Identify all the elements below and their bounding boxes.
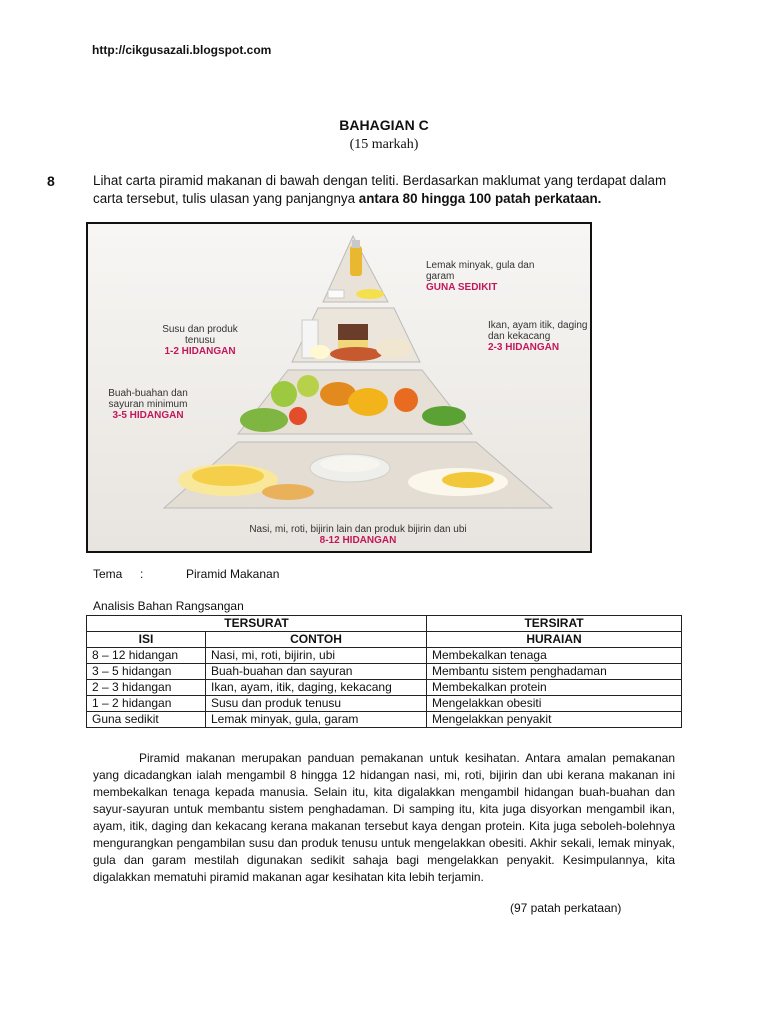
word-count: (97 patah perkataan) xyxy=(510,901,622,915)
tema-colon: : xyxy=(140,567,144,581)
pyramid-label-fruit-servings: 3-5 HIDANGAN xyxy=(112,410,184,421)
table-cell: 8 – 12 hidangan xyxy=(87,648,206,664)
tema-value: Piramid Makanan xyxy=(186,567,280,581)
column-header-huraian: HURAIAN xyxy=(427,632,682,648)
table-cell: Nasi, mi, roti, bijirin, ubi xyxy=(206,648,427,664)
pyramid-label-grains-servings: 8-12 HIDANGAN xyxy=(319,535,397,546)
table-column-header-row xyxy=(87,632,682,648)
table-cell: 3 – 5 hidangan xyxy=(87,664,206,680)
food-pyramid-image xyxy=(86,222,592,553)
table-cell: Mengelakkan penyakit xyxy=(427,712,682,728)
table-row xyxy=(87,712,682,728)
pyramid-label-protein xyxy=(488,320,588,353)
table-cell: Ikan, ayam, itik, daging, kekacang xyxy=(206,680,427,696)
pyramid-label-grains xyxy=(198,524,518,546)
section-marks: (15 markah) xyxy=(349,137,419,152)
pyramid-label-fats-servings: GUNA SEDIKIT xyxy=(426,282,498,293)
column-header-isi: ISI xyxy=(87,632,206,648)
analysis-table xyxy=(86,615,682,728)
pyramid-label-grains-text: Nasi, mi, roti, bijirin lain dan produk bijirin dan ubi xyxy=(249,524,467,535)
question-text-bold: antara 80 hingga 100 patah perkataan. xyxy=(358,191,602,206)
pyramid-label-fats-text: Lemak minyak, gula dan garam xyxy=(426,260,535,282)
tema-label: Tema xyxy=(93,567,123,581)
pyramid-label-dairy xyxy=(146,324,254,357)
table-cell: Membekalkan protein xyxy=(427,680,682,696)
table-row xyxy=(87,696,682,712)
essay-paragraph: Piramid makanan merupakan panduan pemakanan untuk kesihatan. Antara amalan pemakanan yang dicadangkan ialah mengambil 8 hingga 12 hidangan nasi, mi, roti, bijirin dan ubi kerana makanan ini membekalkan tenaga kepada manusia. Selain itu, kita digalakkan mengambil hidangan buah-buahan dan sayur-sayuran untuk membantu sistem penghadaman. Di samping itu, kita juga disyorkan mengambil ikan, ayam, itik, daging dan kekacang kerana makanan tersebut kaya dengan protein. Kita juga seboleh-bolehnya mengurangkan pengambilan susu dan produk tenusu untuk mengelakkan obesiti. Akhir sekali, lemak minyak, gula dan garam mestilah digunakan sedikit sahaja bagi mengelakkan penyakit. Kesimpulannya, kita digalakkan mematuhi piramid makanan agar kesihatan kita lebih terjamin. xyxy=(93,751,675,884)
blog-url: http://cikgusazali.blogspot.com xyxy=(92,43,272,57)
pyramid-label-protein-servings: 2-3 HIDANGAN xyxy=(488,342,560,353)
pyramid-label-fruit xyxy=(102,388,194,421)
table-cell: Mengelakkan obesiti xyxy=(427,696,682,712)
table-cell: Susu dan produk tenusu xyxy=(206,696,427,712)
group-header-tersirat: TERSIRAT xyxy=(427,616,682,632)
essay-answer xyxy=(93,750,675,886)
table-row xyxy=(87,648,682,664)
table-cell: 2 – 3 hidangan xyxy=(87,680,206,696)
group-header-tersurat: TERSURAT xyxy=(87,616,427,632)
table-cell: Membantu sistem penghadaman xyxy=(427,664,682,680)
pyramid-label-protein-text: Ikan, ayam itik, daging dan kekacang xyxy=(488,320,588,342)
table-row xyxy=(87,680,682,696)
question-number: 8 xyxy=(47,173,55,189)
table-cell: Membekalkan tenaga xyxy=(427,648,682,664)
table-cell: Buah-buahan dan sayuran xyxy=(206,664,427,680)
question-text xyxy=(93,172,693,208)
question-text-start: Lihat carta piramid makanan di bawah dengan teliti. Berdasarkan maklumat yang terdapat dalam carta tersebut, tulis ulasan yang panjangnya xyxy=(93,173,667,206)
pyramid-label-dairy-servings: 1-2 HIDANGAN xyxy=(164,346,236,357)
analysis-title: Analisis Bahan Rangsangan xyxy=(93,599,244,613)
table-group-header-row xyxy=(87,616,682,632)
table-row xyxy=(87,664,682,680)
pyramid-label-fruit-text: Buah-buahan dan sayuran minimum xyxy=(108,388,188,410)
pyramid-label-fats xyxy=(426,260,556,293)
column-header-contoh: CONTOH xyxy=(206,632,427,648)
pyramid-label-dairy-text: Susu dan produk tenusu xyxy=(162,324,238,346)
table-cell: 1 – 2 hidangan xyxy=(87,696,206,712)
table-cell: Lemak minyak, gula, garam xyxy=(206,712,427,728)
table-cell: Guna sedikit xyxy=(87,712,206,728)
section-title: BAHAGIAN C xyxy=(339,117,429,133)
